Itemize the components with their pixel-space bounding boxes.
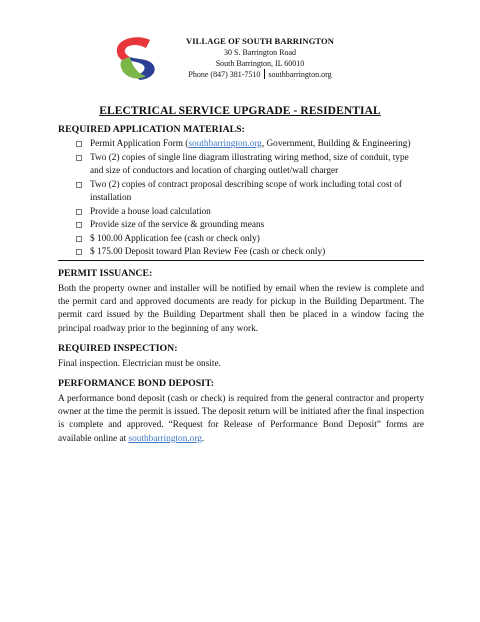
website-text: southbarrington.org <box>268 70 332 79</box>
logo-red-shape <box>117 37 150 60</box>
checkbox-icon[interactable] <box>76 236 82 242</box>
checkbox-icon[interactable] <box>76 249 82 255</box>
village-logo <box>114 36 166 82</box>
section-divider <box>58 260 424 261</box>
inspection-heading: REQUIRED INSPECTION: <box>58 343 178 354</box>
checkbox-icon[interactable] <box>76 141 82 147</box>
address-line-1: 30 S. Barrington Road <box>224 48 296 57</box>
materials-checklist <box>76 138 424 260</box>
address-line-2: South Barrington, IL 60010 <box>215 59 305 68</box>
checkbox-icon[interactable] <box>76 182 82 188</box>
letterhead <box>160 36 360 80</box>
contact-separator <box>264 69 265 79</box>
checklist-item: Two (2) copies of contract proposal describing scope of work including total cost of installation <box>76 179 424 206</box>
permit-issuance-text: Both the property owner and installer will be notified by email when the review is complete and the permit card and approved documents are ready for pickup in the Building Department. The permit card issued by the Building Department shall then be placed in a window facing the principal roadway prior to the beginning of any work. <box>58 284 424 334</box>
bond-text: A performance bond deposit (cash or check) is required from the general contractor and property owner at the time the permit is issued. The deposit return will be initiated after the final inspection is complete and approved. “Request for Release of Performance Bond Deposit” forms are available online at southbarrington.org. <box>58 394 424 444</box>
permit-form-link[interactable]: southbarrington.org <box>188 139 262 149</box>
phone-number: Phone (847) 381-7510 <box>188 70 261 79</box>
checklist-item: $ 175.00 Deposit toward Plan Review Fee (cash or check only) <box>76 246 424 260</box>
checkbox-icon[interactable] <box>76 155 82 161</box>
materials-heading: REQUIRED APPLICATION MATERIALS: <box>58 124 245 135</box>
checklist-item: Provide size of the service & grounding means <box>76 219 424 233</box>
website-link[interactable]: southbarrington.org <box>128 433 202 444</box>
checkbox-icon[interactable] <box>76 222 82 228</box>
checklist-item: Permit Application Form (southbarrington.org, Government, Building & Engineering) <box>76 138 424 152</box>
bond-heading: PERFORMANCE BOND DEPOSIT: <box>58 378 215 389</box>
page-title: ELECTRICAL SERVICE UPGRADE - RESIDENTIAL <box>99 105 381 117</box>
checklist-item: $ 100.00 Application fee (cash or check only) <box>76 233 424 247</box>
checklist-item: Provide a house load calculation <box>76 206 424 220</box>
contact-line <box>160 69 360 80</box>
org-name: VILLAGE OF SOUTH BARRINGTON <box>186 36 334 46</box>
inspection-text: Final inspection. Electrician must be onsite. <box>58 359 221 369</box>
checklist-item: Two (2) copies of single line diagram illustrating wiring method, size of conduit, type and size of conductors and location of charging outlet/wall charger <box>76 152 424 179</box>
permit-issuance-heading: PERMIT ISSUANCE: <box>58 268 153 279</box>
checkbox-icon[interactable] <box>76 209 82 215</box>
